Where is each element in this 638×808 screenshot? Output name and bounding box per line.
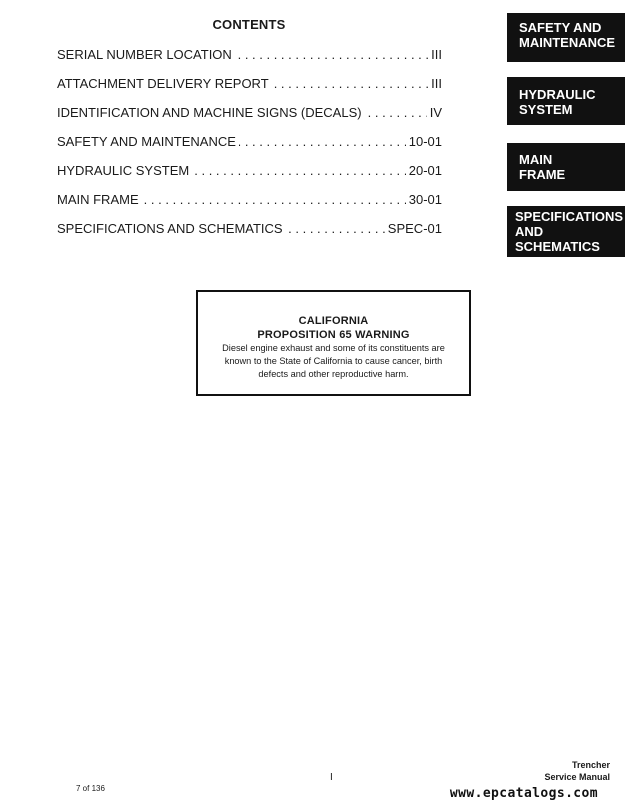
toc-entry-safety-and-maintenance[interactable] (57, 132, 442, 161)
tab-label: HYDRAULIC SYSTEM (519, 87, 596, 117)
toc-entry-page: 10-01 (406, 132, 442, 152)
toc-entry-label: IDENTIFICATION AND MACHINE SIGNS (DECALS) (57, 105, 365, 120)
toc-entry-label: SERIAL NUMBER LOCATION (57, 47, 235, 62)
table-of-contents (57, 45, 442, 248)
toc-entry-label: ATTACHMENT DELIVERY REPORT (57, 76, 272, 91)
tab-label: SAFETY AND MAINTENANCE (519, 20, 616, 50)
warning-body-line3: defects and other reproductive harm. (258, 369, 409, 379)
tab-hydraulic-system[interactable] (507, 77, 625, 125)
toc-entry-label: HYDRAULIC SYSTEM (57, 163, 192, 178)
toc-entry-label: SPECIFICATIONS AND SCHEMATICS (57, 221, 286, 236)
toc-entry-page: SPEC-01 (385, 219, 442, 239)
contents-title: CONTENTS (212, 17, 286, 32)
page-number: I (330, 772, 333, 783)
toc-entry-main-frame[interactable] (57, 190, 442, 219)
toc-entry-specifications-and-schematics[interactable] (57, 219, 442, 248)
toc-entry-identification-and-machine-signs[interactable] (57, 103, 442, 132)
toc-entry-page: III (428, 74, 442, 94)
watermark-url: www.epcatalogs.com (449, 786, 598, 801)
toc-entry-label: MAIN FRAME (57, 192, 142, 207)
product-name: Trencher (571, 760, 610, 770)
warning-body-line1: Diesel engine exhaust and some of its constituents are (222, 343, 445, 353)
tab-label: MAIN FRAME (519, 152, 566, 182)
prop65-warning-box (196, 290, 471, 396)
tab-main-frame[interactable] (507, 143, 625, 191)
toc-entry-page: 20-01 (406, 161, 442, 181)
toc-entry-serial-number-location[interactable] (57, 45, 442, 74)
manual-name: Service Manual (544, 772, 610, 782)
warning-body-line2: known to the State of California to cause cancer, birth (224, 356, 443, 366)
toc-entry-page: 30-01 (406, 190, 442, 210)
toc-entry-page: IV (427, 103, 442, 123)
page-count-indicator: 7 of 136 (76, 784, 105, 793)
tab-label: SPECIFICATIONS AND SCHEMATICS (515, 209, 624, 254)
tab-specifications-and-schematics[interactable] (507, 206, 625, 257)
toc-entry-hydraulic-system[interactable] (57, 161, 442, 190)
warning-title-line2: PROPOSITION 65 WARNING (257, 329, 410, 341)
toc-entry-attachment-delivery-report[interactable] (57, 74, 442, 103)
toc-entry-label: SAFETY AND MAINTENANCE (57, 134, 239, 149)
toc-entry-page: III (428, 45, 442, 65)
warning-title-line1: CALIFORNIA (298, 315, 369, 327)
tab-safety-and-maintenance[interactable] (507, 13, 625, 62)
